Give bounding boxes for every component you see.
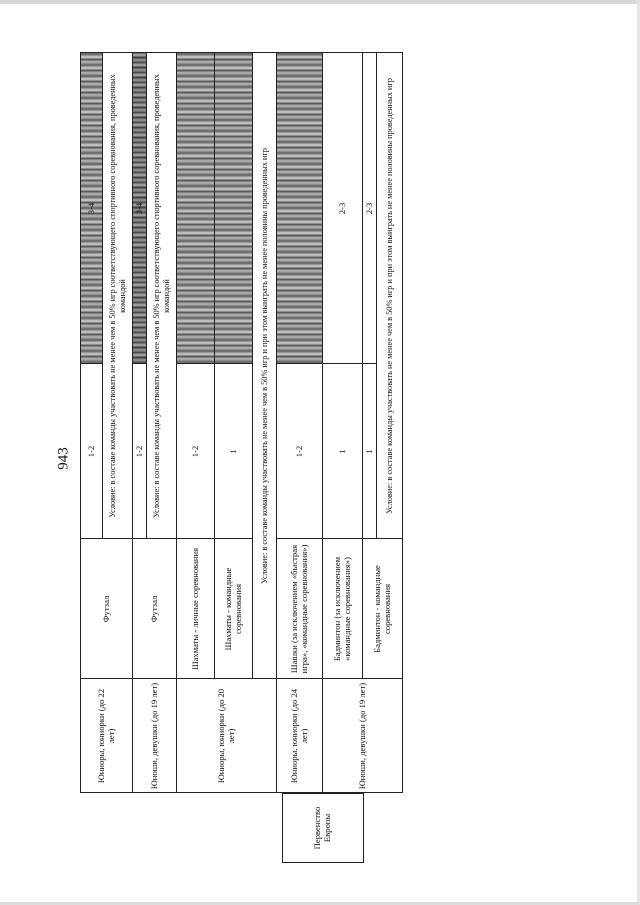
table-row [133, 53, 147, 863]
page-number: 943 [55, 447, 72, 470]
sport-cell: Шахматы - личные соревнования [177, 539, 215, 679]
sport-cell: Бадминтон - командные соревнования [363, 539, 403, 679]
sport-cell: Бадминтон (за исключением «командные соревнования») [323, 539, 363, 679]
sport-cell: Футзал [81, 539, 133, 679]
place-cell: 2-3 [323, 53, 363, 364]
condition-cell: Условие: в составе команды участвовать не менее чем в 50% игр соответствующего спортивного соревнования, проведенных командой [103, 53, 133, 539]
results-table [80, 53, 403, 864]
place-cell: 1 [363, 364, 377, 539]
rotated-table-wrapper [80, 53, 394, 863]
shaded-cell [277, 53, 323, 364]
place-cell: 1-2 [133, 364, 147, 539]
place-cell: 1 [323, 364, 363, 539]
condition-cell: Условие: в составе команды участвовать не менее чем в 50% игр и при этом выиграть не менее половины проведенных игр [253, 53, 277, 679]
place-cell: 1-2 [177, 364, 215, 539]
results-table-landscape [80, 53, 394, 863]
age-group-cell: Юноши, девушки (до 19 лет) [323, 679, 403, 793]
place-cell: 1-2 [81, 364, 103, 539]
place-cell: 2-3 [363, 53, 377, 364]
place-cell: 1 [215, 364, 253, 539]
place-cell: 3-4 [133, 53, 147, 364]
table-row [81, 53, 103, 863]
scan-edge-top [0, 0, 640, 4]
age-group-cell: Юниоры, юниорки (до 22 лет) [81, 679, 133, 793]
age-group-cell: Юниоры, юниорки (до 20 лет) [177, 679, 277, 793]
table-row [323, 53, 363, 863]
age-group-cell: Юниоры, юниорки (до 24 лет) [277, 679, 323, 793]
table-row [277, 53, 323, 863]
sport-cell: Шашки (за исключением «быстрая игра», «командные соревнования») [277, 539, 323, 679]
sport-cell: Футзал [133, 539, 177, 679]
condition-cell: Условие: в составе команды участвовать не менее чем в 50% игр соответствующего спортивного соревнования, проведенных командой [147, 53, 177, 539]
age-group-cell: Юноши, девушки (до 19 лет) [133, 679, 177, 793]
shaded-cell [177, 53, 215, 364]
sport-cell: Шахматы - командные соревнования [215, 539, 253, 679]
event-cell: Первенство Европы [282, 793, 364, 863]
condition-cell: Условие: в составе команды участвовать не менее чем в 50% игр и при этом выиграть не менее половины проведенных игр [377, 53, 403, 539]
place-cell: 1-2 [277, 364, 323, 539]
shaded-cell [215, 53, 253, 364]
table-row [177, 53, 215, 863]
place-cell: 3-4 [81, 53, 103, 364]
